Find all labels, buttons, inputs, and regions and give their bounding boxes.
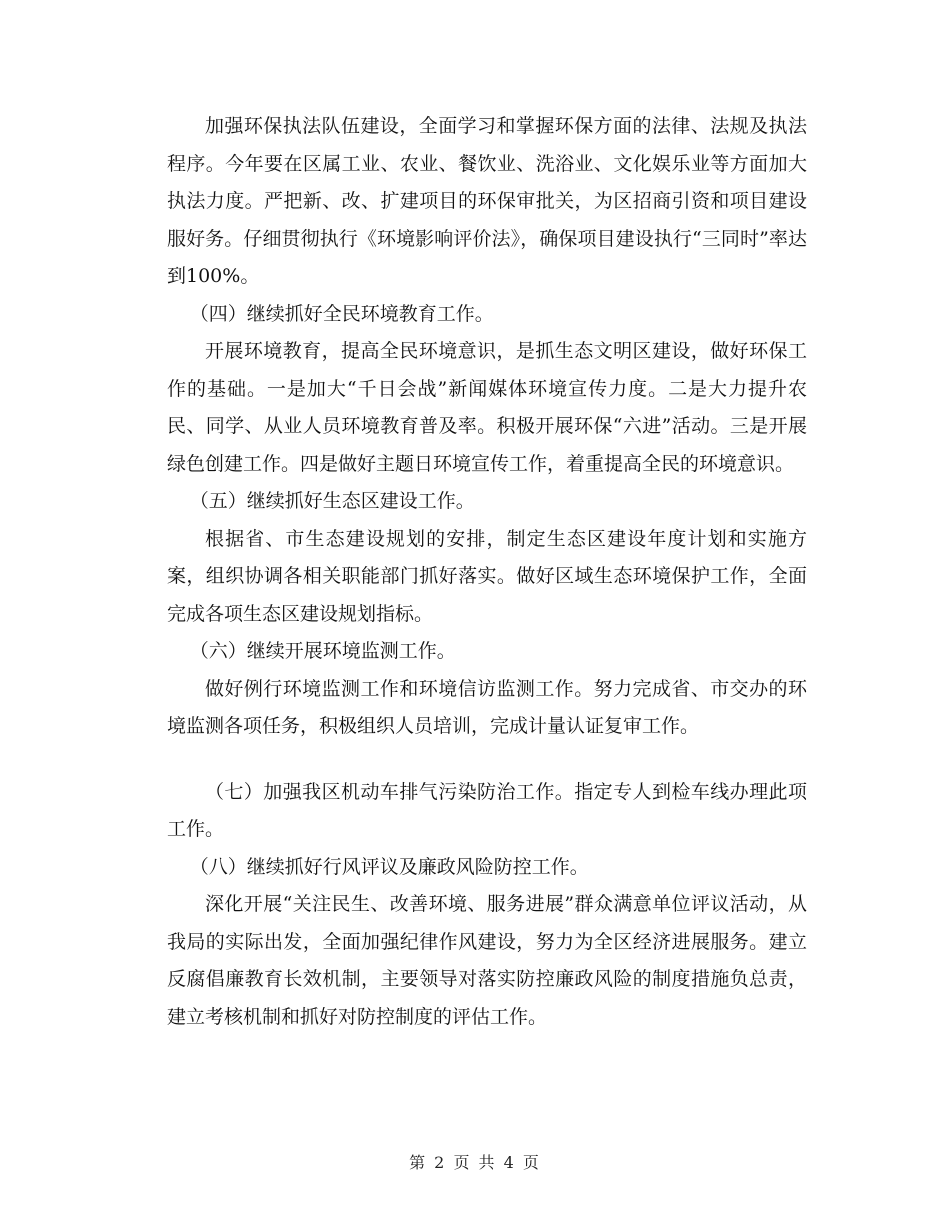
paragraph-law-enforcement: 加强环保执法队伍建设，全面学习和掌握环保方面的法律、法规及执法程序。今年要在区属工业、农业、餐饮业、洗浴业、文化娱乐业等方面加大执法力度。严把新、改、扩建项目的环保审批关，为区招商引资和项目建设服好务。仔细贯彻执行《环境影响评价法》，确保项目建设执行“三同时”率达到100%。 — [167, 115, 807, 287]
paragraph-environmental-monitoring: 做好例行环境监测工作和环境信访监测工作。努力完成省、市交办的环境监测各项任务，积极组织人员培训，完成计量认证复审工作。 — [167, 677, 807, 737]
paragraph-integrity-risk-control: 深化开展“关注民生、改善环境、服务进展”群众满意单位评议活动，从我局的实际出发，全面加强纪律作风建设，努力为全区经济进展服务。建立反腐倡廉教育长效机制，主要领导对落实防控廉政风险的制度措施负总责，建立考核机制和抓好对防控制度的评估工作。 — [167, 893, 807, 1028]
paragraph-vehicle-emissions: （七）加强我区机动车排气污染防治工作。指定专人到检车线办理此项工作。 — [167, 780, 807, 840]
section-heading-6: （六）继续开展环境监测工作。 — [189, 640, 456, 662]
paragraph-ecological-district: 根据省、市生态建设规划的安排，制定生态区建设年度计划和实施方案，组织协调各相关职能部门抓好落实。做好区域生态环境保护工作，全面完成各项生态区建设规划指标。 — [167, 527, 807, 625]
section-heading-4: （四）继续抓好全民环境教育工作。 — [189, 302, 494, 325]
page-number-footer: 第 2 页 共 4 页 — [409, 1153, 541, 1172]
section-heading-8: （八）继续抓好行风评议及廉政风险防控工作。 — [189, 855, 589, 878]
paragraph-environmental-education: 开展环境教育，提高全民环境意识，是抓生态文明区建设，做好环保工作的基础。一是加大“千日会战”新闻媒体环境宣传力度。二是大力提升农民、同学、从业人员环境教育普及率。积极开展环保“六进”活动。三是开展绿色创建工作。四是做好主题日环境宣传工作，着重提高全民的环境意识。 — [167, 340, 807, 475]
document-body — [167, 108, 807, 1036]
section-heading-5: （五）继续抓好生态区建设工作。 — [189, 490, 475, 512]
